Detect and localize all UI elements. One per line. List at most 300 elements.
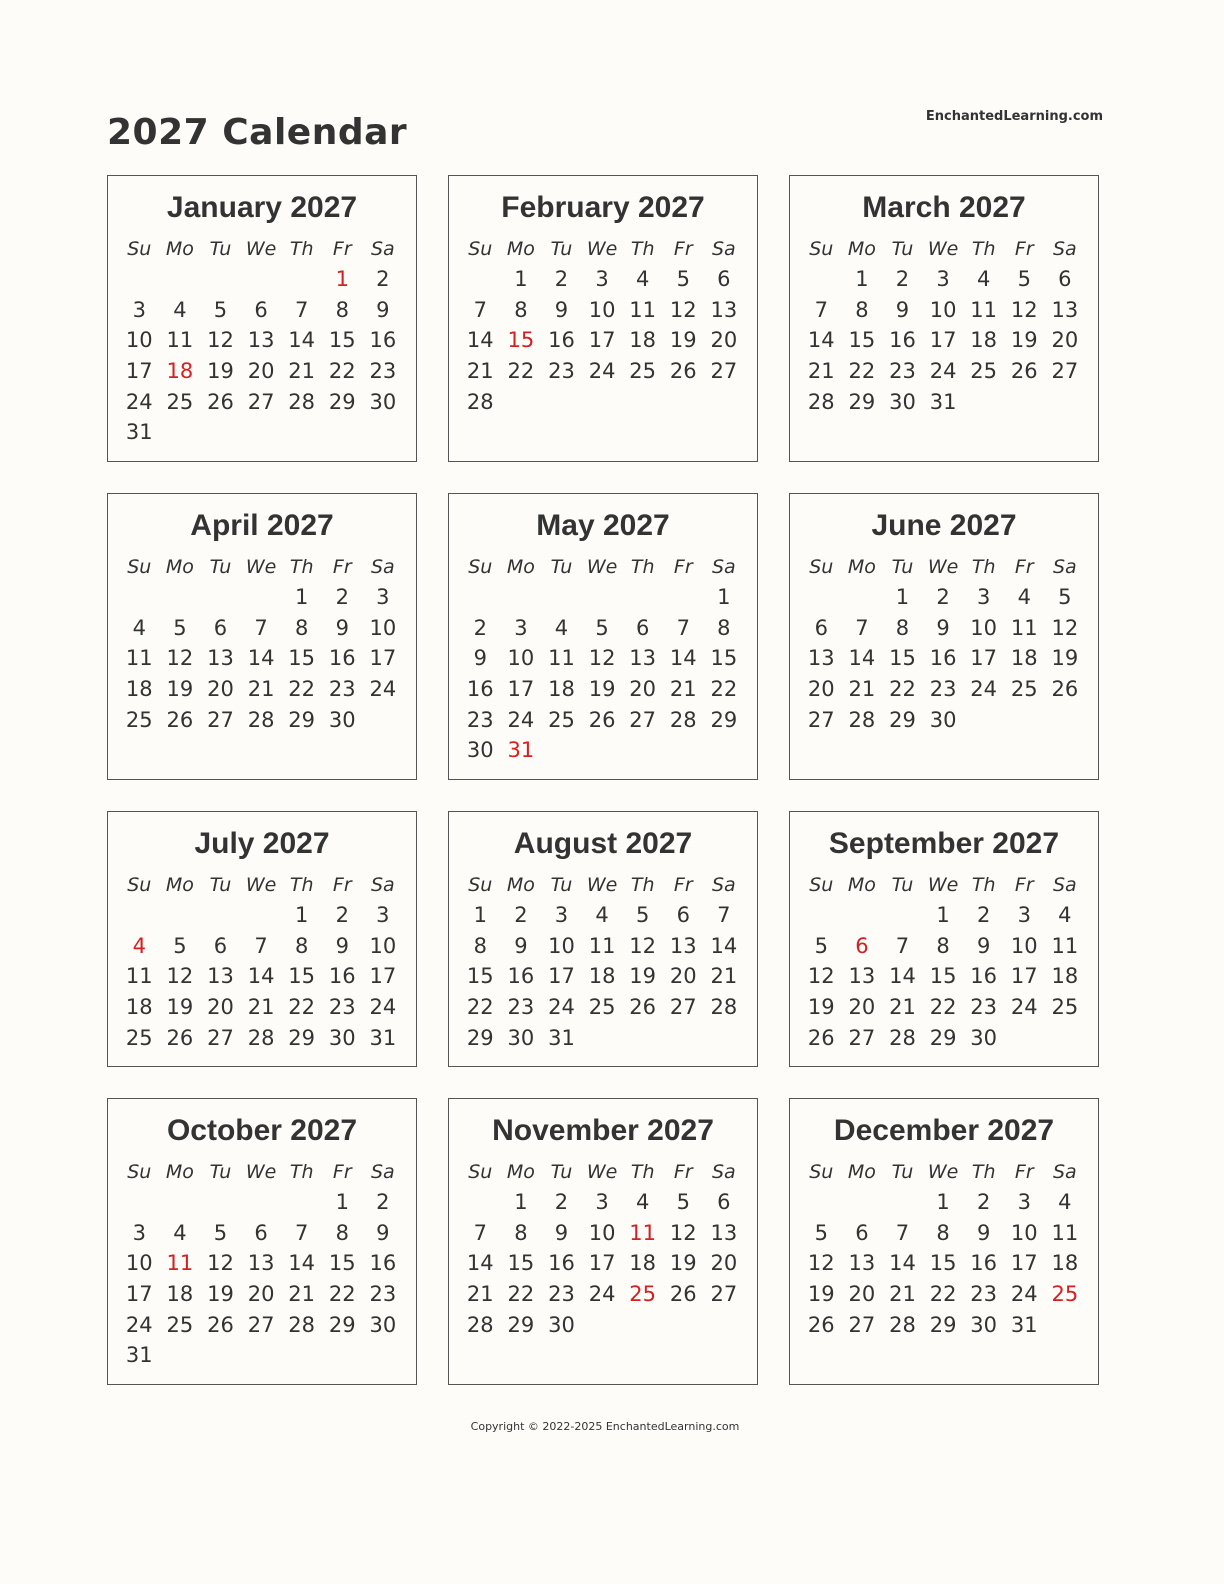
date: 1 [473,903,487,927]
holiday-date: 1 [335,267,349,291]
date: 24 [588,359,616,384]
weekday-header: Th [630,238,655,260]
date: 11 [125,646,153,671]
date: 27 [848,1312,876,1337]
date: 7 [294,1220,309,1245]
date: 13 [247,1251,275,1276]
date: 16 [369,1251,397,1276]
copyright: Copyright © 2022-2025 EnchantedLearning.com [470,1420,740,1433]
date: 13 [848,964,876,989]
empty-cell [119,1187,160,1218]
date: 3 [376,903,390,927]
weekday-header: Su [468,1161,493,1183]
date: 8 [473,933,487,958]
date: 6 [1058,267,1072,291]
month-title: December 2027 [833,1114,1055,1147]
month-title: May 2027 [536,509,670,542]
date: 15 [328,1251,356,1276]
date: 5 [814,1220,828,1245]
days-grid [460,870,757,1053]
weekday-header: We [586,238,618,260]
days-grid [119,870,416,1053]
empty-cell [200,1187,241,1218]
weekday-header: Sa [712,556,736,578]
weekday-header: We [586,874,618,896]
weekday-header: Th [971,874,996,896]
date: 16 [970,1251,998,1276]
date: 19 [166,677,194,702]
days-grid [801,234,1098,417]
date: 22 [929,1282,957,1307]
empty-cell [801,900,842,931]
date: 25 [1051,995,1079,1020]
date: 18 [629,328,657,353]
date: 10 [1010,1220,1038,1245]
date: 8 [855,297,869,322]
weekday-header: Mo [847,874,876,896]
date: 18 [166,1282,194,1307]
date: 20 [1051,328,1079,353]
weekday-header: Mo [506,556,535,578]
date: 20 [247,359,275,384]
weekday-header: Sa [712,238,736,260]
weekday-header: Mo [165,1161,194,1183]
date: 28 [247,1025,275,1050]
date: 29 [848,389,876,414]
days-grid [119,1157,416,1371]
date: 20 [848,995,876,1020]
date: 13 [207,964,234,989]
date: 28 [247,707,275,732]
date: 8 [514,297,528,322]
month-title: March 2027 [862,191,1026,224]
date: 19 [629,964,657,989]
weekday-header: We [586,556,618,578]
empty-cell [501,582,542,613]
date: 19 [207,1282,234,1307]
weekday-header: Sa [371,238,395,260]
weekday-header: Fr [332,874,352,896]
date: 11 [1051,1220,1079,1245]
date: 13 [207,646,234,671]
date: 20 [247,1282,275,1307]
holiday-date: 11 [166,1251,194,1276]
date: 27 [848,1025,876,1050]
date: 17 [588,328,616,353]
weekday-header: Su [127,556,152,578]
date: 27 [710,359,738,384]
date: 19 [1051,646,1079,671]
date: 15 [288,646,316,671]
weekday-header: Tu [209,238,232,260]
weekday-header: Fr [673,1161,693,1183]
date: 20 [629,677,657,702]
date: 6 [254,297,268,322]
date: 24 [369,995,397,1020]
date: 4 [635,1190,650,1214]
date: 14 [466,328,494,353]
date: 19 [588,677,616,702]
weekday-header: Sa [712,874,736,896]
date: 14 [466,1251,494,1276]
date: 29 [507,1312,535,1337]
weekday-header: Sa [1053,556,1077,578]
date: 2 [976,1190,991,1214]
date: 18 [1051,1251,1079,1276]
date: 2 [936,585,950,609]
calendar-grid [107,175,1099,1385]
date: 10 [588,297,616,322]
date: 17 [125,359,153,384]
month-9 [789,811,1099,1067]
date: 10 [970,615,998,640]
date: 18 [1010,646,1038,671]
empty-cell [160,1187,201,1218]
date: 15 [710,646,738,671]
weekday-header: Th [971,238,996,260]
date: 23 [889,359,916,384]
weekday-header: Sa [1053,874,1077,896]
date: 18 [588,964,616,989]
date: 2 [895,267,910,291]
date: 12 [1051,615,1079,640]
date: 25 [166,1312,194,1337]
date: 6 [717,1190,731,1214]
weekday-header: We [245,1161,277,1183]
month-5 [448,493,758,780]
date: 9 [554,297,569,322]
date: 26 [166,1025,194,1050]
date: 11 [970,297,998,322]
date: 11 [166,328,194,353]
date: 9 [976,1220,991,1245]
date: 13 [247,328,275,353]
weekday-header: Tu [209,556,232,578]
date: 9 [554,1220,569,1245]
holiday-date: 25 [629,1282,657,1307]
site-name[interactable]: EnchantedLearning.com [925,109,1103,124]
date: 24 [929,359,957,384]
date: 5 [1058,585,1072,609]
month-title: October 2027 [166,1114,358,1147]
date: 12 [207,328,234,353]
empty-cell [663,582,704,613]
date: 23 [548,1282,575,1307]
date: 24 [507,707,535,732]
empty-cell [281,1187,322,1218]
days-grid [460,1157,757,1340]
date: 29 [889,707,916,732]
date: 16 [466,677,494,702]
date: 31 [125,1343,153,1368]
date: 20 [207,995,234,1020]
date: 13 [848,1251,876,1276]
empty-cell [160,264,201,295]
date: 14 [288,328,316,353]
days-grid [460,234,757,417]
date: 30 [507,1025,535,1050]
empty-cell [842,900,883,931]
weekday-header: Th [971,556,996,578]
date: 17 [588,1251,616,1276]
date: 23 [328,995,356,1020]
date: 21 [807,359,835,384]
weekday-header: Fr [332,556,352,578]
date: 28 [710,995,738,1020]
empty-cell [119,264,160,295]
weekday-header: Su [468,874,493,896]
date: 6 [635,615,650,640]
weekday-header: Mo [165,556,194,578]
date: 10 [1010,933,1038,958]
date: 17 [1010,964,1038,989]
month-title: August 2027 [513,827,693,860]
weekday-header: Tu [550,556,573,578]
weekday-header: We [927,874,959,896]
date: 8 [717,615,731,640]
holiday-date: 6 [855,933,869,958]
weekday-header: Mo [506,1161,535,1183]
weekday-header: Mo [847,238,876,260]
weekday-header: Tu [550,238,573,260]
date: 29 [929,1025,957,1050]
weekday-header: Su [809,556,834,578]
date: 24 [1010,1282,1038,1307]
date: 1 [936,1190,950,1214]
date: 16 [328,646,356,671]
date: 24 [125,1312,153,1337]
date: 27 [1051,359,1079,384]
date: 25 [588,995,616,1020]
date: 7 [473,1220,487,1245]
date: 21 [466,359,494,384]
weekday-header: Th [289,1161,314,1183]
date: 22 [929,995,957,1020]
date: 2 [554,1190,569,1214]
date: 18 [125,677,153,702]
date: 2 [554,267,569,291]
weekday-header: We [245,556,277,578]
date: 7 [895,1220,910,1245]
weekday-header: Mo [165,238,194,260]
weekday-header: Fr [673,556,693,578]
date: 29 [710,707,738,732]
date: 11 [548,646,575,671]
weekday-header: Tu [891,874,914,896]
date: 12 [807,964,835,989]
date: 5 [1017,267,1031,291]
date: 21 [247,995,275,1020]
date: 9 [514,933,528,958]
date: 22 [288,677,316,702]
date: 14 [247,646,275,671]
date: 4 [173,297,187,322]
date: 25 [629,359,657,384]
date: 3 [1017,903,1031,927]
date: 26 [629,995,657,1020]
empty-cell [882,900,923,931]
date: 23 [466,707,494,732]
weekday-header: Su [809,238,834,260]
empty-cell [241,1187,282,1218]
date: 22 [328,359,356,384]
holiday-date: 4 [132,933,146,958]
month-title: January 2027 [166,191,358,224]
date: 3 [595,267,609,291]
date: 7 [254,615,268,640]
weekday-header: Tu [550,1161,573,1183]
date: 27 [247,389,275,414]
weekday-header: Fr [332,238,352,260]
date: 30 [369,1312,397,1337]
weekday-header: Fr [673,238,693,260]
date: 27 [669,995,697,1020]
weekday-header: Tu [891,556,914,578]
date: 29 [929,1312,957,1337]
date: 19 [207,359,234,384]
weekday-header: Th [630,556,655,578]
weekday-header: Mo [847,1161,876,1183]
month-title: February 2027 [501,191,705,224]
date: 28 [889,1312,916,1337]
date: 11 [1051,933,1079,958]
date: 12 [588,646,616,671]
date: 1 [335,1190,349,1214]
empty-cell [801,582,842,613]
weekday-header: Tu [891,238,914,260]
weekday-header: Tu [209,874,232,896]
date: 30 [970,1025,998,1050]
date: 10 [548,933,575,958]
date: 3 [976,585,991,609]
month-11 [448,1098,758,1385]
month-title: July 2027 [194,827,330,860]
weekday-header: Th [630,1161,655,1183]
weekday-header: Sa [712,1161,736,1183]
date: 22 [466,995,494,1020]
date: 5 [213,297,228,322]
weekday-header: Fr [1014,556,1034,578]
date: 2 [514,903,528,927]
month-1 [107,175,417,462]
date: 15 [328,328,356,353]
date: 28 [288,1312,316,1337]
empty-cell [281,264,322,295]
empty-cell [460,1187,501,1218]
weekday-header: Sa [371,1161,395,1183]
weekday-header: Sa [371,874,395,896]
date: 8 [514,1220,528,1245]
date: 15 [466,964,494,989]
date: 28 [807,389,835,414]
date: 19 [166,995,194,1020]
days-grid [119,552,416,735]
date: 7 [814,297,828,322]
empty-cell [119,582,160,613]
date: 5 [173,615,187,640]
date: 19 [669,328,697,353]
date: 28 [288,389,316,414]
date: 23 [929,677,957,702]
date: 1 [294,903,309,927]
empty-cell [801,1187,842,1218]
date: 14 [247,964,275,989]
date: 14 [889,964,916,989]
date: 12 [629,933,657,958]
date: 25 [970,359,998,384]
page-title: 2027 Calendar [107,112,408,153]
date: 3 [376,585,390,609]
date: 17 [929,328,957,353]
date: 19 [1010,328,1038,353]
date: 13 [629,646,657,671]
date: 5 [595,615,609,640]
holiday-date: 31 [507,738,535,763]
date: 27 [629,707,657,732]
date: 26 [807,1312,835,1337]
weekday-header: Su [127,1161,152,1183]
date: 9 [376,297,390,322]
date: 2 [473,615,487,640]
date: 12 [207,1251,234,1276]
date: 28 [466,1312,494,1337]
date: 12 [669,1220,697,1245]
date: 30 [929,707,957,732]
date: 26 [1010,359,1038,384]
date: 2 [335,585,349,609]
date: 15 [848,328,876,353]
date: 19 [669,1251,697,1276]
date: 13 [807,646,835,671]
date: 5 [173,933,187,958]
date: 24 [548,995,575,1020]
date: 3 [936,267,950,291]
date: 19 [807,1282,835,1307]
weekday-header: Th [971,1161,996,1183]
date: 5 [676,1190,690,1214]
date: 28 [466,389,494,414]
date: 22 [889,677,916,702]
weekday-header: Mo [506,238,535,260]
date: 4 [1017,585,1031,609]
date: 17 [970,646,998,671]
date: 7 [473,297,487,322]
date: 28 [848,707,876,732]
date: 26 [807,1025,835,1050]
date: 17 [125,1282,153,1307]
date: 19 [807,995,835,1020]
holiday-date: 11 [629,1220,657,1245]
empty-cell [460,582,501,613]
days-grid [801,552,1098,735]
date: 26 [1051,677,1079,702]
date: 23 [328,677,356,702]
date: 29 [288,1025,316,1050]
date: 21 [889,995,916,1020]
weekday-header: Su [127,874,152,896]
date: 15 [929,1251,957,1276]
date: 6 [213,933,228,958]
date: 16 [369,328,397,353]
date: 12 [1010,297,1038,322]
date: 22 [507,1282,535,1307]
date: 8 [294,615,309,640]
date: 20 [669,964,697,989]
date: 5 [676,267,690,291]
date: 27 [710,1282,738,1307]
date: 13 [1051,297,1079,322]
date: 27 [207,1025,234,1050]
